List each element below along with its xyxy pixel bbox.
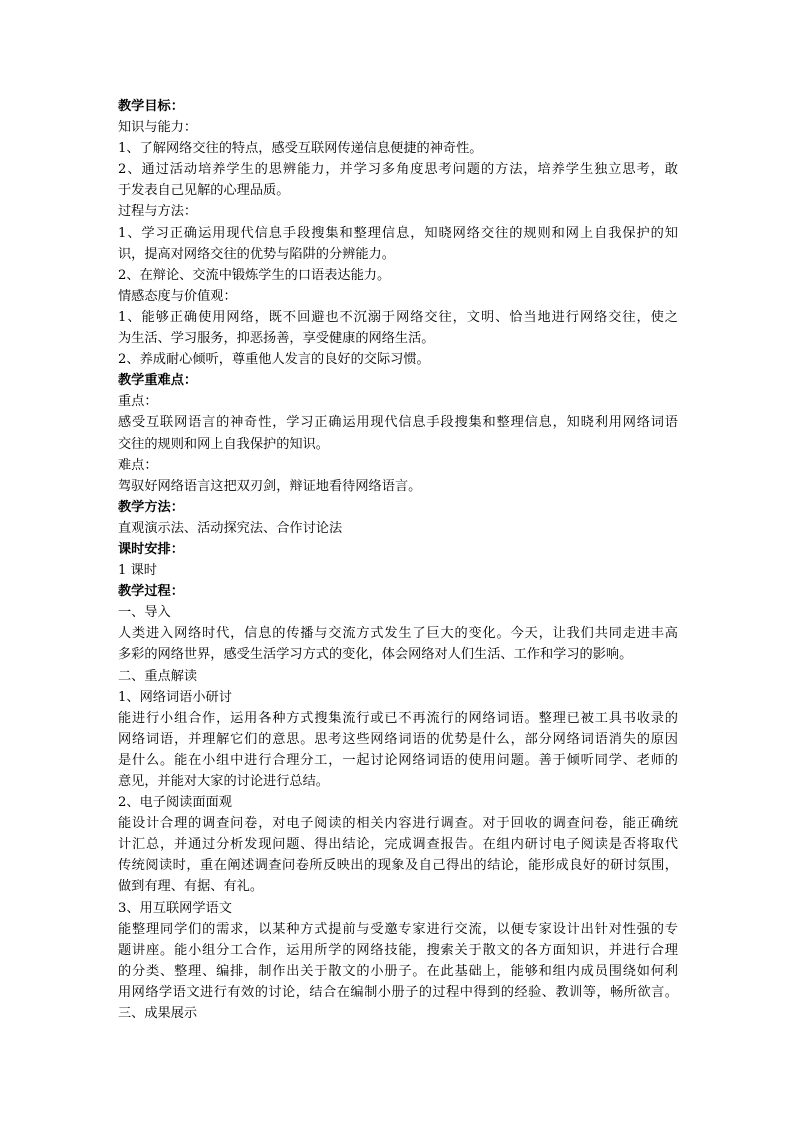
text-line: 用网络学语文进行有效的讨论，结合在编制小册子的过程中得到的经验、教训等，畅所欲言。 <box>118 984 678 1000</box>
section-heading: 教学目标： <box>118 99 184 114</box>
text-line: 2、通过活动培养学生的思辨能力，并学习多角度思考问题的方法，培养学生独立思考，敢 <box>118 162 678 178</box>
text-line: 直观演示法、活动探究法、合作讨论法 <box>118 520 343 536</box>
text-line: 3、用互联网学语文 <box>118 900 232 916</box>
text-line: 能进行小组合作，运用各种方式搜集流行或已不再流行的网络词语。整理已被工具书收录的 <box>118 710 678 726</box>
text-line: 难点： <box>118 457 158 473</box>
text-line: 三、成果展示 <box>118 1006 198 1022</box>
text-line: 做到有理、有据、有礼。 <box>118 879 264 895</box>
section-heading: 教学重难点： <box>118 373 198 389</box>
text-line: 网络词语，并理解它们的意思。思考这些网络词语的优势是什么，部分网络词语消失的原因 <box>118 731 678 747</box>
text-line: 于发表自己见解的心理品质。 <box>118 183 290 199</box>
text-line: 是什么。能在小组中进行合理分工，一起讨论网络词语的使用问题。善于倾听同学、老师的 <box>118 752 678 768</box>
text-line: 识，提高对网络交往的优势与陷阱的分辨能力。 <box>118 246 395 262</box>
text-line: 知识与能力： <box>118 120 198 136</box>
text-line: 1 课时 <box>118 563 157 579</box>
section-heading: 教学过程： <box>118 584 184 600</box>
text-line: 重点： <box>118 394 158 410</box>
text-line: 情感态度与价值观： <box>118 288 237 304</box>
text-line: 多彩的网络世界，感受生活学习方式的变化，体会网络对人们生活、工作和学习的影响。 <box>118 647 633 663</box>
text-line: 传统阅读时，重在阐述调查问卷所反映出的现象及自己得出的结论，能形成良好的研讨氛围， <box>118 858 678 874</box>
text-line: 1、学习正确运用现代信息手段搜集和整理信息，知晓网络交往的规则和网上自我保护的知 <box>118 225 678 241</box>
text-line: 二、重点解读 <box>118 668 198 684</box>
text-line: 一、导入 <box>118 605 171 621</box>
text-line: 意见，并能对大家的讨论进行总结。 <box>118 774 329 789</box>
text-line: 2、电子阅读面面观 <box>118 795 232 811</box>
text-line: 2、养成耐心倾听，尊重他人发言的良好的交际习惯。 <box>118 352 430 368</box>
text-line: 能设计合理的调查问卷，对电子阅读的相关内容进行调查。对于回收的调查问卷，能正确统 <box>118 816 678 832</box>
text-line: 过程与方法： <box>118 204 198 220</box>
section-heading: 教学方法： <box>118 499 184 515</box>
text-line: 1、能够正确使用网络，既不回避也不沉溺于网络交往，文明、恰当地进行网络交往，使之 <box>118 309 678 325</box>
text-line: 感受互联网语言的神奇性，学习正确运用现代信息手段搜集和整理信息，知晓利用网络词语 <box>118 415 678 431</box>
text-line: 为生活、学习服务，抑恶扬善，享受健康的网络生活。 <box>118 331 435 347</box>
text-line: 1、了解网络交往的特点，感受互联网传递信息便捷的神奇性。 <box>118 141 483 157</box>
text-line: 驾驭好网络语言这把双刃剑，辩证地看待网络语言。 <box>118 478 422 494</box>
text-line: 能整理同学们的需求，以某种方式提前与受邀专家进行交流，以便专家设计出针对性强的专 <box>118 921 678 937</box>
text-line: 1、网络词语小研讨 <box>118 689 232 705</box>
text-line: 计汇总，并通过分析发现问题、得出结论，完成调查报告。在组内研讨电子阅读是否将取代 <box>118 837 678 853</box>
section-heading: 课时安排： <box>118 541 184 557</box>
text-line: 题讲座。能小组分工合作，运用所学的网络技能，搜索关于散文的各方面知识，并进行合理 <box>118 942 678 958</box>
document-body <box>118 96 678 1024</box>
text-line: 人类进入网络时代，信息的传播与交流方式发生了巨大的变化。今天，让我们共同走进丰高 <box>118 626 678 642</box>
text-line: 2、在辩论、交流中锻炼学生的口语表达能力。 <box>118 267 391 283</box>
text-line: 的分类、整理、编排，制作出关于散文的小册子。在此基础上，能够和组内成员围绕如何利 <box>118 963 678 979</box>
text-line: 交往的规则和网上自我保护的知识。 <box>118 436 329 452</box>
